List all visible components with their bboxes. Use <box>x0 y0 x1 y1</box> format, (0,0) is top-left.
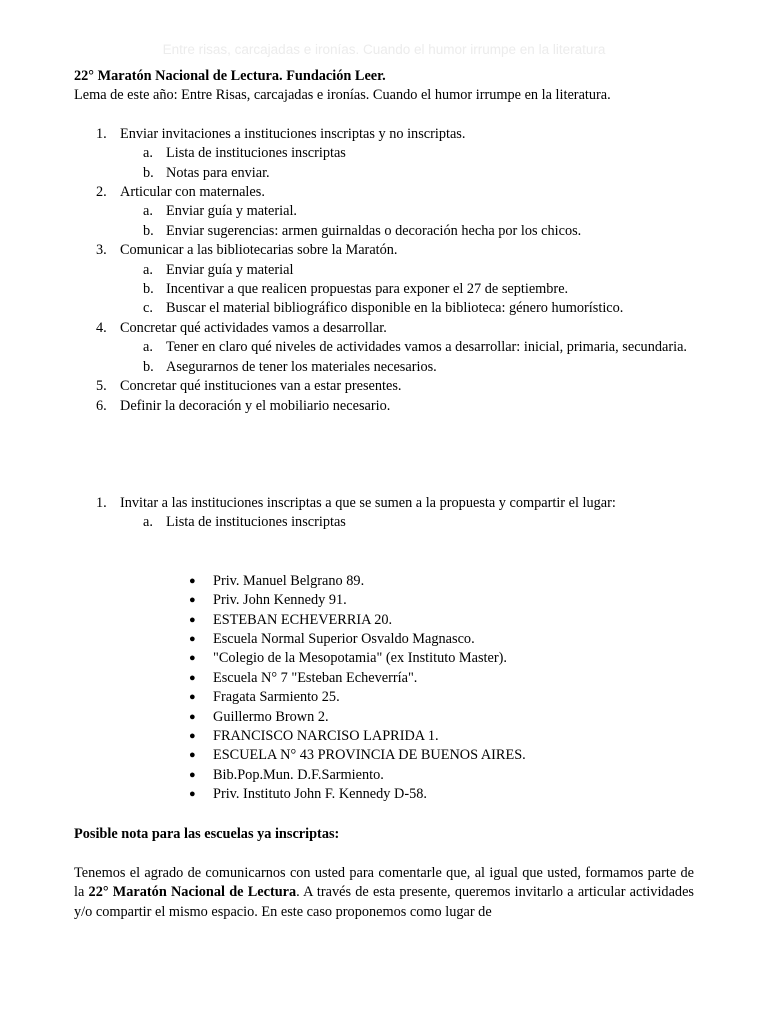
task-subitem <box>120 202 694 221</box>
list-letter: a. <box>143 514 153 531</box>
list-letter: b. <box>143 164 154 181</box>
task-subitem <box>120 299 694 318</box>
task-subitem <box>120 338 694 357</box>
bullet-icon: ● <box>189 710 196 723</box>
institution-item <box>74 766 694 785</box>
task-subitem-text: Asegurarnos de tener los materiales necesarios. <box>166 358 437 375</box>
task-text: Comunicar a las bibliotecarias sobre la Maratón. <box>120 242 398 259</box>
invite-subitem-text: Lista de instituciones inscriptas <box>166 514 346 531</box>
task-subitem-text: Enviar guía y material. <box>166 203 298 220</box>
task-list <box>74 125 694 416</box>
task-subitem <box>120 280 694 299</box>
institution-item <box>74 746 694 765</box>
bullet-icon: ● <box>189 613 196 626</box>
institution-name: Priv. John Kennedy 91. <box>213 592 347 609</box>
list-number: 1. <box>96 494 107 511</box>
bullet-icon: ● <box>189 749 196 762</box>
institution-name: FRANCISCO NARCISO LAPRIDA 1. <box>213 727 439 744</box>
list-number: 5. <box>96 378 107 395</box>
invite-text: Invitar a las instituciones inscriptas a que se sumen a la propuesta y compartir el lugar: <box>120 494 616 511</box>
institution-name: Escuela Normal Superior Osvaldo Magnasco. <box>213 630 475 647</box>
note-bold-text: 22° Maratón Nacional de Lectura <box>88 884 297 901</box>
task-subitem-text: Incentivar a que realicen propuestas para exponer el 27 de septiembre. <box>166 281 569 298</box>
task-item <box>74 183 694 241</box>
institution-name: ESTEBAN ECHEVERRIA 20. <box>213 611 393 628</box>
task-subitem-text: Tener en claro qué niveles de actividades vamos a desarrollar: inicial, primaria, secundaria. <box>166 339 688 356</box>
list-letter: a. <box>143 203 153 220</box>
task-subitem-text: Lista de instituciones inscriptas <box>166 145 346 162</box>
note-paragraph <box>74 864 694 922</box>
task-item <box>74 397 694 416</box>
institution-item <box>74 630 694 649</box>
institution-item <box>74 727 694 746</box>
institution-name: Escuela N° 7 "Esteban Echeverría". <box>213 669 418 686</box>
task-subitem <box>120 222 694 241</box>
bullet-icon: ● <box>189 594 196 607</box>
invite-subitem <box>120 513 694 532</box>
institution-name: Bib.Pop.Mun. D.F.Sarmiento. <box>213 766 384 783</box>
institution-name: Priv. Manuel Belgrano 89. <box>213 572 365 589</box>
task-subitem-text: Enviar guía y material <box>166 261 294 278</box>
task-item <box>74 319 694 377</box>
bullet-icon: ● <box>189 574 196 587</box>
list-letter: b. <box>143 358 154 375</box>
task-subitem-text: Buscar el material bibliográfico disponible en la biblioteca: género humorístico. <box>166 300 624 317</box>
institution-item <box>74 649 694 668</box>
institution-name: Guillermo Brown 2. <box>213 708 329 725</box>
institution-item <box>74 785 694 804</box>
institution-item <box>74 591 694 610</box>
task-text: Concretar qué actividades vamos a desarrollar. <box>120 319 387 336</box>
bullet-icon: ● <box>189 652 196 665</box>
list-letter: b. <box>143 281 154 298</box>
institution-item <box>74 688 694 707</box>
bullet-icon: ● <box>189 671 196 684</box>
task-subitem-text: Enviar sugerencias: armen guirnaldas o decoración hecha por los chicos. <box>166 222 582 239</box>
task-sublist <box>120 338 694 377</box>
task-subitem-text: Notas para enviar. <box>166 164 270 181</box>
invite-sublist <box>120 513 694 532</box>
institution-name: Priv. Instituto John F. Kennedy D-58. <box>213 786 427 803</box>
list-letter: a. <box>143 261 153 278</box>
institution-item <box>74 572 694 591</box>
list-letter: a. <box>143 339 153 356</box>
task-item <box>74 377 694 396</box>
bullet-icon: ● <box>189 632 196 645</box>
institution-item <box>74 669 694 688</box>
bullet-icon: ● <box>189 691 196 704</box>
motto: Lema de este año: Entre Risas, carcajadas e ironías. Cuando el humor irrumpe en la literatura. <box>74 87 611 104</box>
task-sublist <box>120 144 694 183</box>
document-title: 22° Maratón Nacional de Lectura. Fundación Leer. <box>74 68 386 84</box>
page-header: Entre risas, carcajadas e ironías. Cuando el humor irrumpe en la literatura <box>162 42 606 57</box>
bullet-icon: ● <box>189 788 196 801</box>
task-subitem <box>120 261 694 280</box>
bullet-icon: ● <box>189 768 196 781</box>
institution-list <box>74 572 694 805</box>
institution-name: Fragata Sarmiento 25. <box>213 689 340 706</box>
note-text-1: Tenemos el agrado de comunicarnos con usted para comentarle que, al igual que usted, formamos parte de la <box>74 865 694 901</box>
task-text: Enviar invitaciones a instituciones inscriptas y no inscriptas. <box>120 125 466 142</box>
list-letter: a. <box>143 145 153 162</box>
task-text: Definir la decoración y el mobiliario necesario. <box>120 397 391 414</box>
list-number: 4. <box>96 319 107 336</box>
document-body <box>74 67 694 922</box>
institution-item <box>74 611 694 630</box>
institution-item <box>74 708 694 727</box>
note-text-2: . A través de esta presente, queremos invitarlo a articular actividades y/o compartir el mismo espacio. En este caso proponemos como lugar de <box>74 884 694 920</box>
task-subitem <box>120 164 694 183</box>
task-item <box>74 125 694 183</box>
task-sublist <box>120 202 694 241</box>
list-number: 2. <box>96 184 107 201</box>
list-number: 6. <box>96 397 107 414</box>
list-number: 1. <box>96 125 107 142</box>
institution-name: "Colegio de la Mesopotamia" (ex Instituto Master). <box>213 650 507 667</box>
invite-list <box>74 494 694 533</box>
list-letter: b. <box>143 222 154 239</box>
task-text: Concretar qué instituciones van a estar presentes. <box>120 378 402 395</box>
task-subitem <box>120 144 694 163</box>
note-heading: Posible nota para las escuelas ya inscriptas: <box>74 825 340 842</box>
list-letter: c. <box>143 300 153 317</box>
task-sublist <box>120 261 694 319</box>
task-subitem <box>120 358 694 377</box>
task-item <box>74 241 694 319</box>
list-number: 3. <box>96 242 107 259</box>
institution-name: ESCUELA N° 43 PROVINCIA DE BUENOS AIRES. <box>213 747 526 764</box>
bullet-icon: ● <box>189 729 196 742</box>
invite-item <box>74 494 694 533</box>
task-text: Articular con maternales. <box>120 184 265 201</box>
